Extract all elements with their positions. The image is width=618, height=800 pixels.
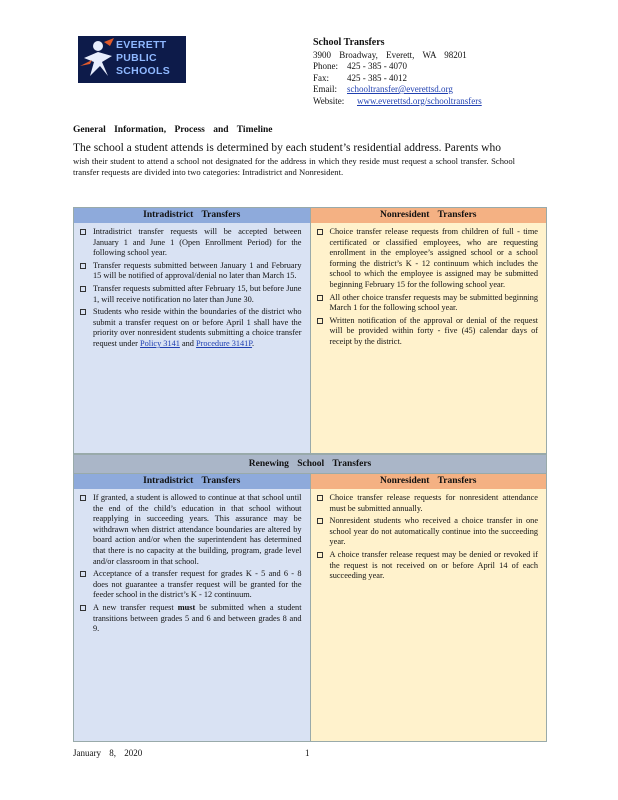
logo-wordmark: EVERETT PUBLIC SCHOOLS [116, 39, 171, 77]
contact-email-row: Email: schooltransfer@everettsd.org [313, 84, 453, 94]
table-header [74, 474, 546, 489]
contact-title: School Transfers [313, 37, 385, 48]
contact-phone: 425 - 385 - 4070 [347, 61, 407, 71]
list-item: Written notification of the approval or denial of the request will be provided within forty - five (45) calendar days of receipt by the district. [317, 316, 539, 348]
list-item: Choice transfer release requests from children of full - time certificated or classified employees, who are requesting enrollment in the employee’s assigned school or a school forming the district’s K - 12 continuum which includes the school to which the employee is assigned may be submitted beginning February 15 for the following school year. [317, 227, 539, 291]
section-heading: General Information, Process and Timeline [73, 125, 273, 135]
table-header [74, 208, 546, 223]
checkbox-bullet-icon [317, 229, 323, 235]
policy-link[interactable]: Policy 3141 [140, 338, 180, 348]
checkbox-bullet-icon [80, 286, 86, 292]
list-item: Nonresident students who received a choice transfer in one school year do not automatically continue into the succeeding year. [317, 516, 539, 548]
website-link[interactable]: www.everettsd.org/schooltransfers [357, 95, 482, 106]
list-item: Acceptance of a transfer request for grades K - 5 and 6 - 8 does not guarantee a transfer request will be granted for the feeder school in the district’s K - 12 continuum. [80, 569, 302, 601]
list-item: A new transfer request must be submitted when a student transitions between grades 5 and 6 and between grades 8 and 9. [80, 603, 302, 635]
page-number: 1 [305, 748, 310, 758]
intro-lead: The school a student attends is determined by each student’s residential address. Parents who [73, 142, 501, 154]
list-item: Transfer requests submitted after February 15, but before June 1, will receive notification no later than June 30. [80, 284, 302, 305]
list-item: Intradistrict transfer requests will be accepted between January 1 and June 1 (Open Enrollment Period) for the following school year. [80, 227, 302, 259]
renewing-header: Renewing School Transfers [74, 455, 546, 474]
contact-block [313, 37, 528, 107]
swimmer-logo-icon [78, 36, 118, 83]
list-item: Transfer requests submitted between January 1 and February 15 will be notified of approval/denial no later than March 15. [80, 261, 302, 282]
checkbox-bullet-icon [80, 309, 86, 315]
list-item: Choice transfer release requests for nonresident attendance must be submitted annually. [317, 493, 539, 514]
list-item: Students who reside within the boundaries of the district who submit a transfer request on or before April 1 shall have the priority over nonresident students submitting a choice transfer request under Policy 3141 and Procedure 3141P. [80, 307, 302, 349]
nonresident-header: Nonresident Transfers [311, 208, 547, 223]
list-item: If granted, a student is allowed to continue at that school until the end of the child’s education in that school without reapplying in succeeding years. This assurance may be withdrawn when district attendance boundaries are altered by board action and/or when the superintendent has determined that there is no capacity at the building, program, grade level and/or classroom in that school. [80, 493, 302, 567]
footer-date: January 8, 2020 [73, 748, 143, 758]
intradistrict-column [74, 223, 311, 453]
list-item: A choice transfer release request may be denied or revoked if the request is not received on or before April 14 of each succeeding year. [317, 550, 539, 582]
intradistrict-renewal-column [74, 489, 311, 741]
contact-phone-row: Phone: 425 - 385 - 4070 [313, 61, 407, 71]
procedure-link[interactable]: Procedure 3141P [196, 338, 253, 348]
checkbox-bullet-icon [317, 552, 323, 558]
intradistrict-header: Intradistrict Transfers [74, 208, 311, 223]
checkbox-bullet-icon [317, 295, 323, 301]
checkbox-bullet-icon [80, 229, 86, 235]
contact-address: 3900 Broadway, Everett, WA 98201 [313, 49, 467, 60]
list-item: All other choice transfer requests may be submitted beginning March 1 for the following school year. [317, 293, 539, 314]
nonresident-header: Nonresident Transfers [311, 474, 547, 489]
transfer-types-table [73, 207, 547, 454]
contact-fax: 425 - 385 - 4012 [347, 72, 407, 83]
contact-website-row: Website: www.everettsd.org/schooltransfers [313, 95, 482, 106]
checkbox-bullet-icon [80, 571, 86, 577]
checkbox-bullet-icon [80, 495, 86, 501]
everett-public-schools-logo [78, 36, 186, 83]
checkbox-bullet-icon [80, 263, 86, 269]
checkbox-bullet-icon [317, 318, 323, 324]
email-link[interactable]: schooltransfer@everettsd.org [347, 84, 453, 94]
renewing-transfers-table [73, 454, 547, 742]
checkbox-bullet-icon [80, 605, 86, 611]
checkbox-bullet-icon [317, 518, 323, 524]
nonresident-column [311, 223, 547, 453]
intro-text: wish their student to attend a school not designated for the address in which they reside must request a school transfer. School transfer requests are divided into two categories: Intradistrict and Nonresident. [73, 156, 515, 177]
nonresident-renewal-column [311, 489, 547, 741]
intradistrict-header: Intradistrict Transfers [74, 474, 311, 489]
contact-fax-row: Fax: 425 - 385 - 4012 [313, 72, 407, 83]
checkbox-bullet-icon [317, 495, 323, 501]
